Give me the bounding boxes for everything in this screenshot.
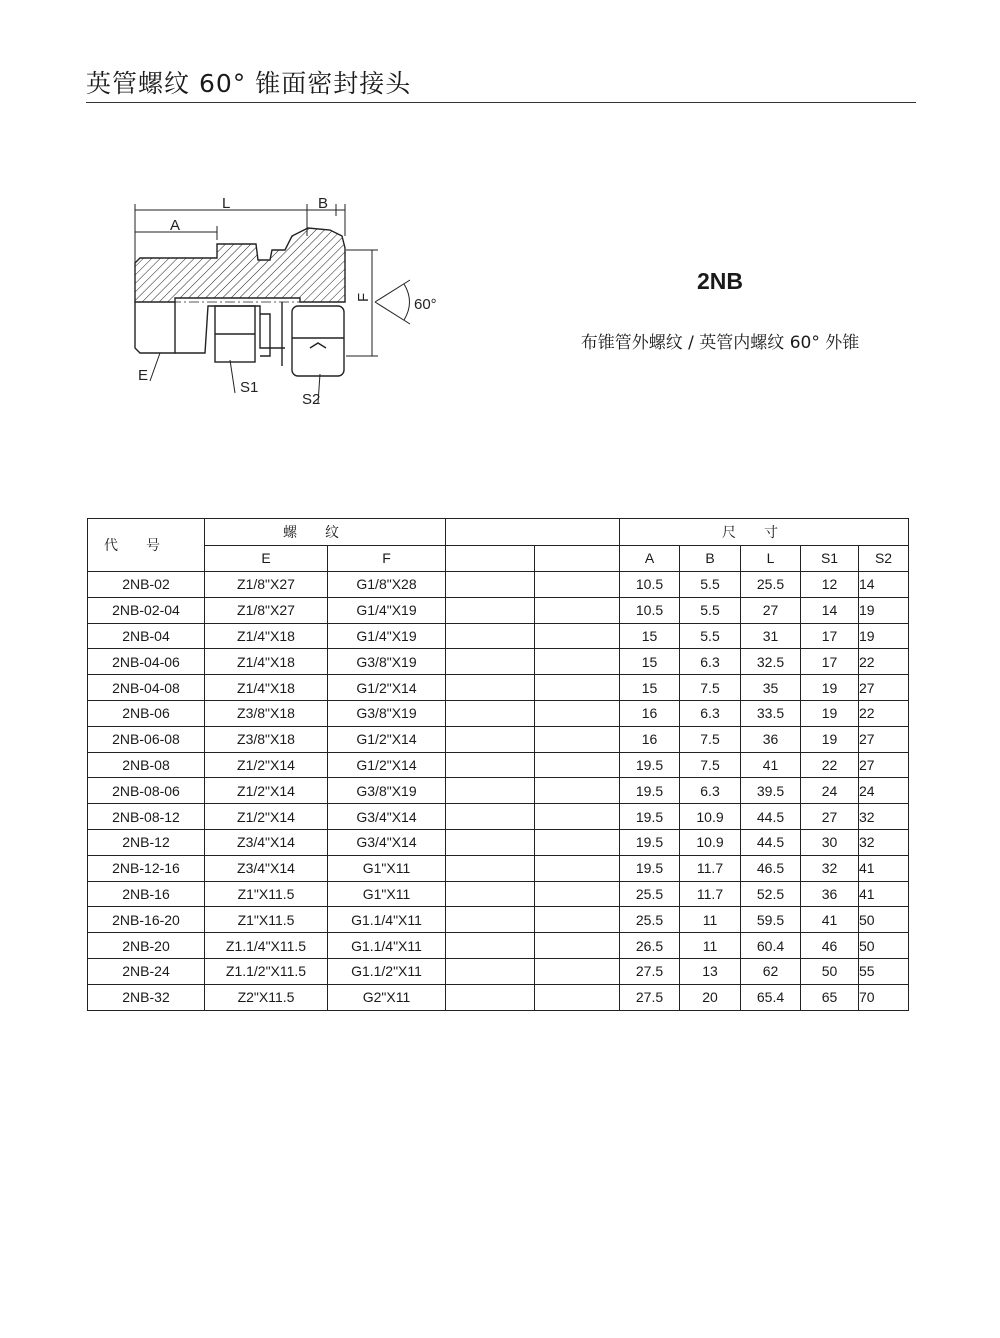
cell-blank [535,752,620,778]
cell-s1: 46 [801,933,859,959]
header-code: 代号 [88,519,205,572]
cell-f: G1/2"X14 [328,752,446,778]
cell-s2: 27 [859,675,909,701]
cell-b: 6.3 [680,649,741,675]
cell-blank [446,958,535,984]
cell-l: 32.5 [741,649,801,675]
dim-label-angle: 60° [414,296,437,313]
cell-blank [446,933,535,959]
cell-a: 25.5 [620,881,680,907]
cell-blank [535,829,620,855]
cell-s1: 19 [801,700,859,726]
cell-l: 31 [741,623,801,649]
cell-l: 35 [741,675,801,701]
cell-blank [535,726,620,752]
table-row [88,881,909,907]
cell-s2: 27 [859,726,909,752]
cell-s2: 19 [859,597,909,623]
cell-f: G3/8"X19 [328,700,446,726]
cell-a: 19.5 [620,804,680,830]
cell-code: 2NB-04-08 [88,675,205,701]
cell-e: Z1.1/4"X11.5 [205,933,328,959]
cell-l: 46.5 [741,855,801,881]
cell-code: 2NB-32 [88,984,205,1010]
table-row [88,933,909,959]
cell-s2: 19 [859,623,909,649]
fitting-drawing [120,188,450,418]
cell-f: G3/8"X19 [328,778,446,804]
cell-f: G3/8"X19 [328,649,446,675]
cell-s1: 30 [801,829,859,855]
cell-a: 19.5 [620,778,680,804]
cell-f: G1/4"X19 [328,597,446,623]
col-header-blank [446,545,535,572]
cell-f: G1.1/4"X11 [328,933,446,959]
cell-blank [446,649,535,675]
cell-blank [446,623,535,649]
cell-s1: 19 [801,675,859,701]
cell-l: 60.4 [741,933,801,959]
cell-code: 2NB-24 [88,958,205,984]
cell-l: 65.4 [741,984,801,1010]
cell-s1: 24 [801,778,859,804]
table-row [88,984,909,1010]
col-header-F: F [328,545,446,572]
cell-a: 27.5 [620,958,680,984]
cell-e: Z2"X11.5 [205,984,328,1010]
cell-blank [446,829,535,855]
cell-blank [535,907,620,933]
cell-e: Z1"X11.5 [205,881,328,907]
cell-a: 15 [620,649,680,675]
cell-e: Z1/4"X18 [205,623,328,649]
model-description: 布锥管外螺纹 / 英管内螺纹 60° 外锥 [580,333,860,353]
cell-s1: 22 [801,752,859,778]
cell-l: 25.5 [741,572,801,598]
cell-code: 2NB-08 [88,752,205,778]
cell-code: 2NB-16-20 [88,907,205,933]
table-row [88,726,909,752]
cell-e: Z1/8"X27 [205,597,328,623]
cell-s1: 14 [801,597,859,623]
cell-a: 15 [620,675,680,701]
cell-b: 11 [680,907,741,933]
cell-l: 44.5 [741,829,801,855]
header-row-columns [88,545,909,572]
header-blank [446,519,620,546]
cell-f: G1"X11 [328,855,446,881]
cell-e: Z1"X11.5 [205,907,328,933]
cell-e: Z1/8"X27 [205,572,328,598]
col-header-S2: S2 [859,545,909,572]
col-header-L: L [741,545,801,572]
cell-b: 7.5 [680,675,741,701]
col-header-E: E [205,545,328,572]
cell-blank [535,700,620,726]
cell-a: 19.5 [620,829,680,855]
cell-e: Z3/4"X14 [205,829,328,855]
header-thread: 螺纹 [205,519,446,546]
cell-s2: 32 [859,829,909,855]
dim-label-B: B [318,195,329,212]
cell-s2: 50 [859,907,909,933]
cell-s1: 27 [801,804,859,830]
cell-s1: 32 [801,855,859,881]
cell-f: G1"X11 [328,881,446,907]
cell-a: 19.5 [620,752,680,778]
cell-b: 11 [680,933,741,959]
cell-b: 11.7 [680,855,741,881]
cell-e: Z3/8"X18 [205,726,328,752]
cell-e: Z1/2"X14 [205,778,328,804]
cell-code: 2NB-06 [88,700,205,726]
cell-s2: 55 [859,958,909,984]
spec-table [87,518,909,1011]
table-row [88,623,909,649]
cell-s1: 65 [801,984,859,1010]
table-row [88,700,909,726]
header-dimensions: 尺寸 [620,519,909,546]
cell-s2: 22 [859,649,909,675]
cell-s2: 14 [859,572,909,598]
cell-l: 39.5 [741,778,801,804]
cell-code: 2NB-16 [88,881,205,907]
cell-blank [535,778,620,804]
cell-blank [535,933,620,959]
cell-s1: 17 [801,623,859,649]
cell-code: 2NB-12 [88,829,205,855]
dim-label-E: E [138,367,149,384]
header-row-group [88,519,909,546]
cell-s1: 41 [801,907,859,933]
cell-l: 44.5 [741,804,801,830]
cell-code: 2NB-06-08 [88,726,205,752]
table-row [88,907,909,933]
page-title: 英管螺纹 60° 锥面密封接头 [86,69,412,98]
cell-s1: 12 [801,572,859,598]
table-row [88,778,909,804]
cell-a: 25.5 [620,907,680,933]
cell-b: 5.5 [680,572,741,598]
title-divider [86,102,916,103]
cell-blank [446,778,535,804]
cell-blank [446,881,535,907]
cell-b: 5.5 [680,597,741,623]
cell-s1: 50 [801,958,859,984]
cell-a: 10.5 [620,572,680,598]
cell-e: Z1/2"X14 [205,804,328,830]
dim-label-A: A [170,217,181,234]
cell-e: Z1.1/2"X11.5 [205,958,328,984]
cell-s2: 70 [859,984,909,1010]
cell-f: G1/2"X14 [328,726,446,752]
cell-e: Z3/4"X14 [205,855,328,881]
cell-b: 10.9 [680,804,741,830]
cell-s1: 19 [801,726,859,752]
cell-blank [446,752,535,778]
cell-s2: 41 [859,855,909,881]
cell-s2: 24 [859,778,909,804]
cell-l: 41 [741,752,801,778]
col-header-S1: S1 [801,545,859,572]
model-code: 2NB [696,268,743,294]
cell-blank [446,804,535,830]
cell-blank [446,700,535,726]
table-row [88,829,909,855]
cell-blank [446,907,535,933]
cell-f: G1/4"X19 [328,623,446,649]
cell-a: 27.5 [620,984,680,1010]
cell-f: G1.1/2"X11 [328,958,446,984]
cell-s1: 17 [801,649,859,675]
cell-e: Z1/4"X18 [205,675,328,701]
cell-l: 27 [741,597,801,623]
cell-s1: 36 [801,881,859,907]
cell-s2: 32 [859,804,909,830]
cell-blank [446,572,535,598]
table-row [88,675,909,701]
cell-b: 10.9 [680,829,741,855]
cell-blank [535,855,620,881]
cell-blank [535,804,620,830]
cell-e: Z3/8"X18 [205,700,328,726]
cell-s2: 22 [859,700,909,726]
cell-blank [446,597,535,623]
table-row [88,649,909,675]
cell-blank [535,597,620,623]
cell-a: 16 [620,726,680,752]
cell-code: 2NB-02-04 [88,597,205,623]
cell-b: 11.7 [680,881,741,907]
cell-code: 2NB-08-12 [88,804,205,830]
cell-f: G1/8"X28 [328,572,446,598]
table-row [88,597,909,623]
cell-blank [535,572,620,598]
cell-b: 6.3 [680,700,741,726]
cell-code: 2NB-12-16 [88,855,205,881]
cell-f: G3/4"X14 [328,804,446,830]
cell-s2: 50 [859,933,909,959]
cell-a: 26.5 [620,933,680,959]
cell-s2: 41 [859,881,909,907]
cell-f: G3/4"X14 [328,829,446,855]
cell-f: G1/2"X14 [328,675,446,701]
table-row [88,958,909,984]
cell-blank [446,726,535,752]
cell-code: 2NB-20 [88,933,205,959]
cell-e: Z1/2"X14 [205,752,328,778]
cell-a: 10.5 [620,597,680,623]
cell-b: 5.5 [680,623,741,649]
col-header-A: A [620,545,680,572]
cell-blank [446,675,535,701]
cell-l: 62 [741,958,801,984]
cell-blank [446,855,535,881]
table-row [88,572,909,598]
cell-code: 2NB-04-06 [88,649,205,675]
cell-blank [446,984,535,1010]
cell-f: G1.1/4"X11 [328,907,446,933]
table-row [88,855,909,881]
cell-b: 20 [680,984,741,1010]
cell-a: 15 [620,623,680,649]
cell-l: 33.5 [741,700,801,726]
cell-a: 16 [620,700,680,726]
cell-blank [535,623,620,649]
cell-blank [535,649,620,675]
cell-f: G2"X11 [328,984,446,1010]
cell-code: 2NB-02 [88,572,205,598]
cell-b: 6.3 [680,778,741,804]
cell-code: 2NB-08-06 [88,778,205,804]
col-header-B: B [680,545,741,572]
cell-b: 13 [680,958,741,984]
cell-blank [535,958,620,984]
cell-l: 52.5 [741,881,801,907]
dim-label-S2: S2 [302,391,321,408]
cell-s2: 27 [859,752,909,778]
cell-l: 36 [741,726,801,752]
col-header-blank [535,545,620,572]
table-row [88,752,909,778]
cell-b: 7.5 [680,752,741,778]
cell-l: 59.5 [741,907,801,933]
cell-blank [535,984,620,1010]
cell-code: 2NB-04 [88,623,205,649]
table-row [88,804,909,830]
cell-b: 7.5 [680,726,741,752]
cell-e: Z1/4"X18 [205,649,328,675]
cell-blank [535,675,620,701]
dim-label-L: L [222,195,231,212]
cell-a: 19.5 [620,855,680,881]
cell-blank [535,881,620,907]
dim-label-S1: S1 [240,379,259,396]
dim-label-F: F [355,292,372,302]
